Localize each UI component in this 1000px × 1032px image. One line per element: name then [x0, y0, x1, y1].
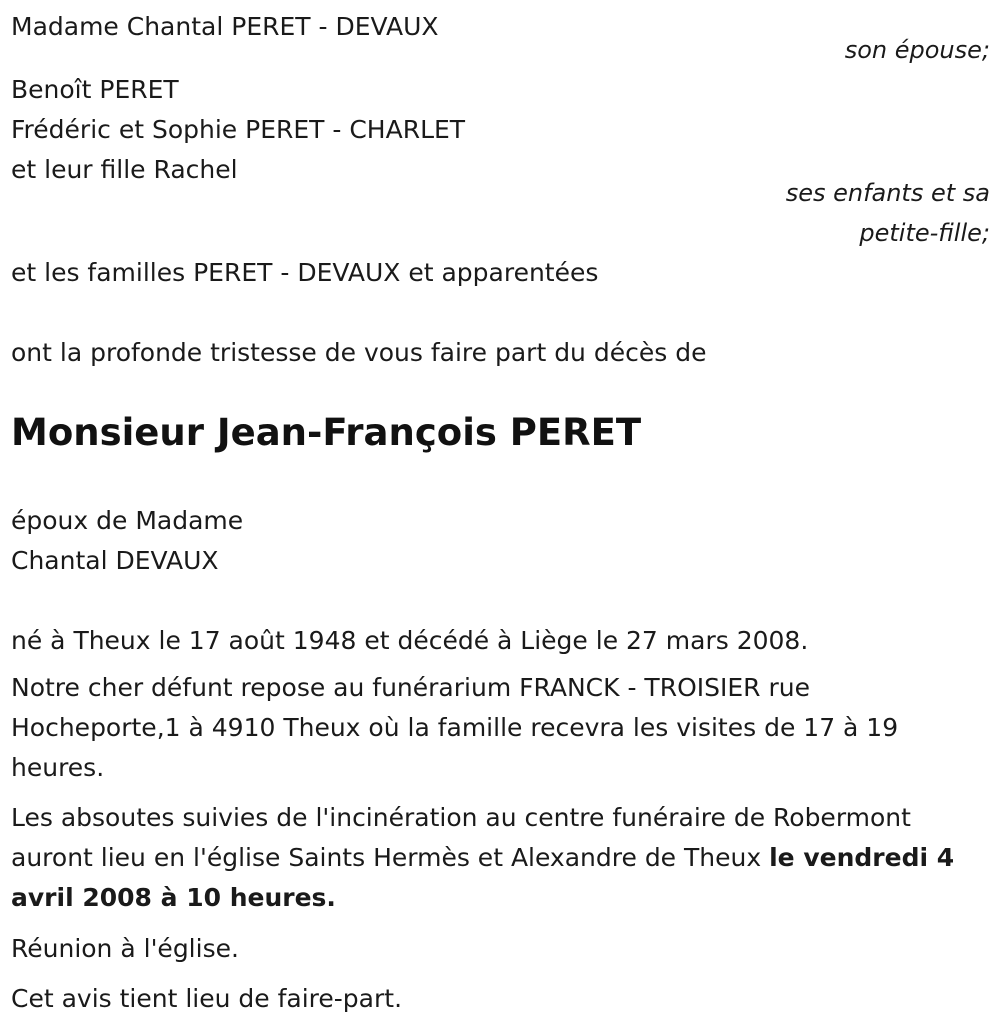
service-date: le vendredi 4 avril 2008 à 10 heures. — [11, 843, 955, 912]
spouse-line-1: époux de Madame — [11, 506, 244, 535]
birth-death-line: né à Theux le 17 août 1948 et décédé à Liège le 27 mars 2008. — [11, 626, 809, 655]
families-line: et les familles PERET - DEVAUX et apparentées — [11, 258, 599, 287]
service-text: Les absoutes suivies de l'incinération au centre funéraire de Robermont auront lieu en l'église Saints Hermès et Alexandre de Theux — [11, 803, 911, 872]
children-role-line2: petite-fille; — [859, 219, 990, 247]
child-benoit: Benoît PERET — [11, 75, 179, 104]
child-frederic-sophie: Frédéric et Sophie PERET - CHARLET — [11, 115, 466, 144]
announcement-line: ont la profonde tristesse de vous faire part du décès de — [11, 338, 707, 367]
children-role-line1: ses enfants et sa — [785, 179, 990, 207]
wife-name: Madame Chantal PERET - DEVAUX — [11, 12, 439, 41]
reunion-line: Réunion à l'église. — [11, 934, 239, 963]
grandchild-rachel: et leur fille Rachel — [11, 155, 238, 184]
visitation-paragraph: Notre cher défunt repose au funérarium FRANCK - TROISIER rue Hocheporte,1 à 4910 Theux où la famille recevra les visites de 17 à 19 heures. — [11, 673, 899, 782]
spouse-line-2: Chantal DEVAUX — [11, 546, 219, 575]
deceased-name: Monsieur Jean-François PERET — [11, 411, 642, 454]
wife-role: son épouse; — [844, 36, 990, 64]
closing-line: Cet avis tient lieu de faire-part. — [11, 984, 403, 1013]
service-paragraph — [11, 798, 986, 918]
